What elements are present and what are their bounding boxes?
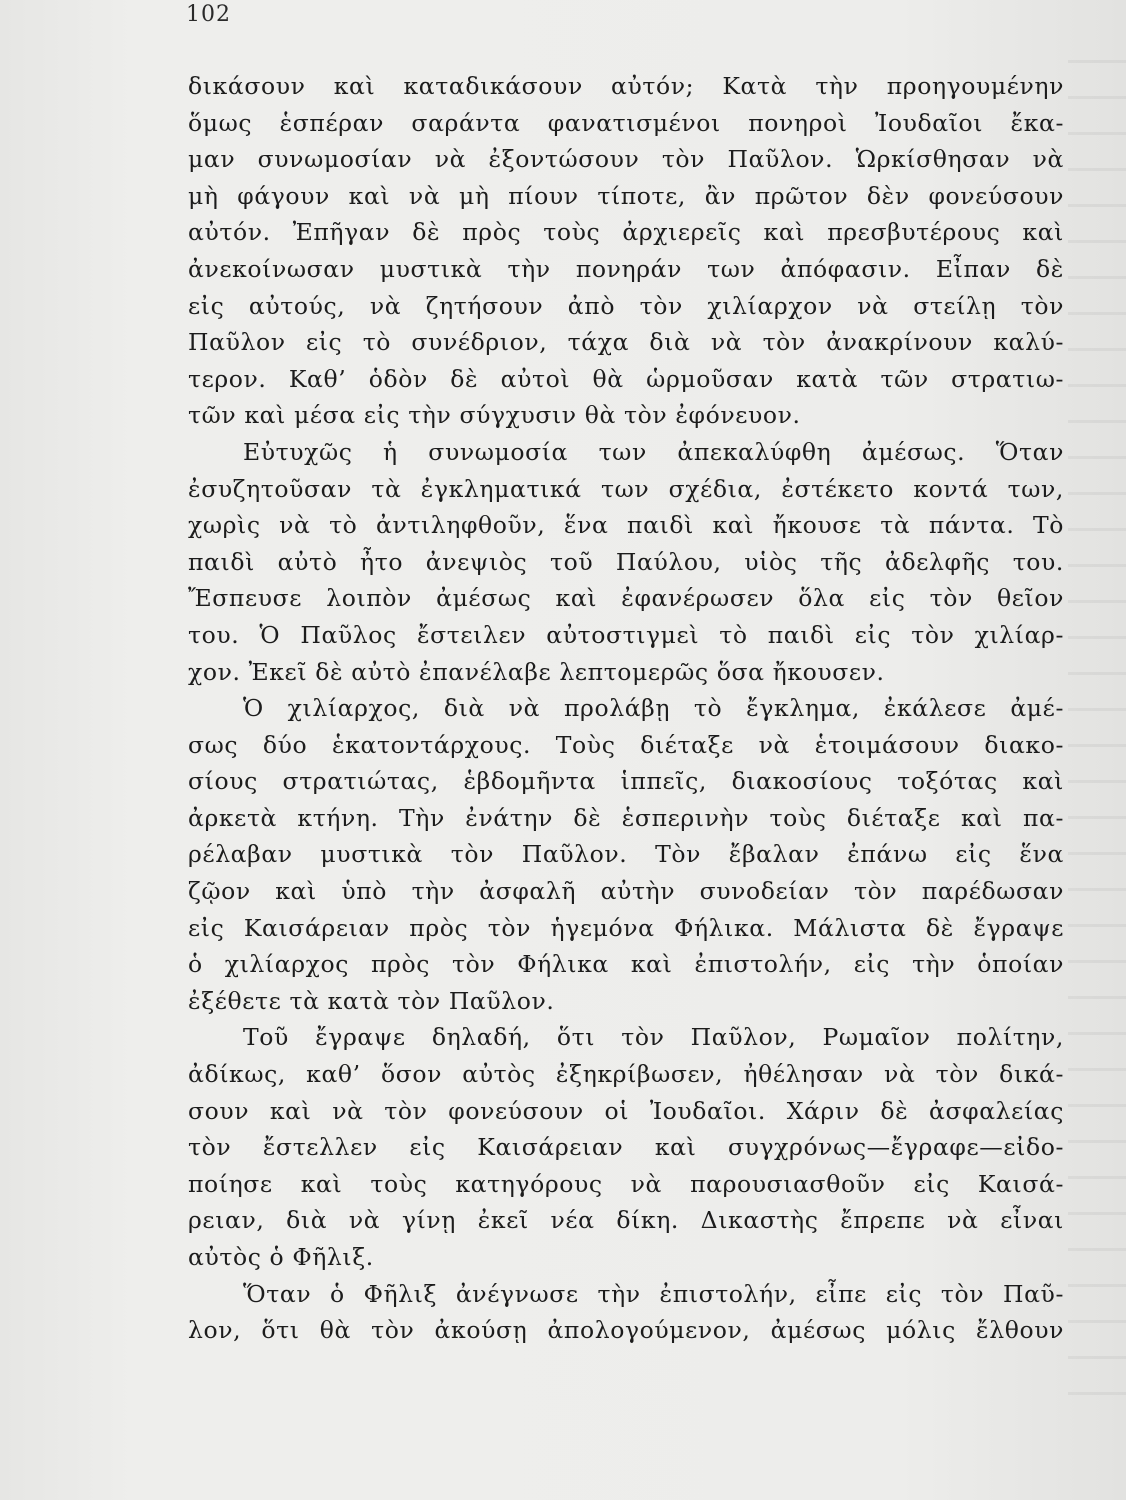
text-line: ὅμως ἑσπέραν σαράντα φανατισμένοι πονηροὶ Ἰουδαῖοι ἔκα- xyxy=(188,108,1064,137)
text-line: λον, ὅτι θὰ τὸν ἀκούσῃ ἀπολογούμενον, ἀμέσως μόλις ἔλθουν xyxy=(188,1316,1064,1345)
body-text xyxy=(188,68,1064,1349)
paragraph-first-line: Ὅταν ὁ Φῆλιξ ἀνέγνωσε τὴν ἐπιστολήν, εἶπε εἰς τὸν Παῦ- xyxy=(243,1279,1064,1308)
text-line: ζῷον καὶ ὑπὸ τὴν ἀσφαλῆ αὐτὴν συνοδείαν τὸν παρέδωσαν xyxy=(188,877,1064,906)
text-line: εἰς αὐτούς, νὰ ζητήσουν ἀπὸ τὸν χιλίαρχον νὰ στείλῃ τὸν xyxy=(188,291,1064,320)
text-line: μὴ φάγουν καὶ νὰ μὴ πίουν τίποτε, ἂν πρῶτον δὲν φονεύσουν xyxy=(188,181,1064,210)
text-line: ὁ χιλίαρχος πρὸς τὸν Φήλικα καὶ ἐπιστολήν, εἰς τὴν ὁποίαν xyxy=(188,950,1064,979)
paragraph-first-line: Εὐτυχῶς ἡ συνωμοσία των ἀπεκαλύφθη ἀμέσως. Ὅταν xyxy=(243,437,1064,466)
text-line: ἀρκετὰ κτήνη. Τὴν ἐνάτην δὲ ἑσπερινὴν τοὺς διέταξε καὶ πα- xyxy=(188,803,1064,832)
text-line: χωρὶς νὰ τὸ ἀντιληφθοῦν, ἕνα παιδὶ καὶ ἤκουσε τὰ πάντα. Τὸ xyxy=(188,511,1064,540)
text-line: τὸν ἔστελλεν εἰς Καισάρειαν καὶ συγχρόνως—ἔγραφε—εἰδο- xyxy=(188,1133,1064,1162)
paragraph-last-line: χον. Ἐκεῖ δὲ αὐτὸ ἐπανέλαβε λεπτομερῶς ὅσα ἤκουσεν. xyxy=(188,657,885,686)
text-line: ποίησε καὶ τοὺς κατηγόρους νὰ παρουσιασθοῦν εἰς Καισά- xyxy=(188,1169,1064,1198)
paragraph-last-line: αὐτὸς ὁ Φῆλιξ. xyxy=(188,1243,374,1271)
text-line: τερον. Καθ’ ὁδὸν δὲ αὐτοὶ θὰ ὡρμοῦσαν κατὰ τῶν στρατιω- xyxy=(188,364,1064,393)
text-line: σίους στρατιώτας, ἑβδομῆντα ἱππεῖς, διακοσίους τοξότας καὶ xyxy=(188,767,1064,796)
text-line: Ἔσπευσε λοιπὸν ἀμέσως καὶ ἐφανέρωσεν ὅλα εἰς τὸν θεῖον xyxy=(188,584,1064,613)
text-line: του. Ὁ Παῦλος ἔστειλεν αὐτοστιγμεὶ τὸ παιδὶ εἰς τὸν χιλίαρ- xyxy=(188,620,1064,649)
paragraph-first-line: Τοῦ ἔγραψε δηλαδή, ὅτι τὸν Παῦλον, Ρωμαῖον πολίτην, xyxy=(243,1023,1064,1052)
text-line: σουν καὶ νὰ τὸν φονεύσουν οἱ Ἰουδαῖοι. Χάριν δὲ ἀσφαλείας xyxy=(188,1096,1064,1125)
text-line: ἐσυζητοῦσαν τὰ ἐγκληματικά των σχέδια, ἐστέκετο κοντά των, xyxy=(188,474,1064,503)
paragraph-last-line: τῶν καὶ μέσα εἰς τὴν σύγχυσιν θὰ τὸν ἐφόνευον. xyxy=(188,401,801,430)
page-number: 102 xyxy=(186,2,231,27)
text-line: μαν συνωμοσίαν νὰ ἐξοντώσουν τὸν Παῦλον. Ὡρκίσθησαν νὰ xyxy=(188,145,1064,174)
paragraph-first-line: Ὁ χιλίαρχος, διὰ νὰ προλάβῃ τὸ ἔγκλημα, ἐκάλεσε ἀμέ- xyxy=(243,694,1064,723)
paragraph-last-line: ἐξέθετε τὰ κατὰ τὸν Παῦλον. xyxy=(188,986,555,1015)
text-line: ρέλαβαν μυστικὰ τὸν Παῦλον. Τὸν ἔβαλαν ἐπάνω εἰς ἕνα xyxy=(188,840,1064,869)
text-line: παιδὶ αὐτὸ ἦτο ἀνεψιὸς τοῦ Παύλου, υἱὸς τῆς ἀδελφῆς του. xyxy=(188,547,1064,576)
text-line: ρειαν, διὰ νὰ γίνῃ ἐκεῖ νέα δίκη. Δικαστὴς ἔπρεπε νὰ εἶναι xyxy=(188,1206,1064,1235)
text-line: Παῦλον εἰς τὸ συνέδριον, τάχα διὰ νὰ τὸν ἀνακρίνουν καλύ- xyxy=(188,328,1064,357)
text-line: ἀδίκως, καθ’ ὅσον αὐτὸς ἐξηκρίβωσεν, ἠθέλησαν νὰ τὸν δικά- xyxy=(188,1060,1064,1089)
text-line: ἀνεκοίνωσαν μυστικὰ τὴν πονηράν των ἀπόφασιν. Εἶπαν δὲ xyxy=(188,254,1064,283)
text-line: αὐτόν. Ἐπῆγαν δὲ πρὸς τοὺς ἀρχιερεῖς καὶ πρεσβυτέρους καὶ xyxy=(188,218,1064,247)
facing-page-bleed-through xyxy=(1068,60,1126,1400)
text-line: δικάσουν καὶ καταδικάσουν αὐτόν; Κατὰ τὴν προηγουμένην xyxy=(188,72,1064,100)
text-line: σως δύο ἑκατοντάρχους. Τοὺς διέταξε νὰ ἑτοιμάσουν διακο- xyxy=(188,730,1064,759)
text-line: εἰς Καισάρειαν πρὸς τὸν ἡγεμόνα Φήλικα. Μάλιστα δὲ ἔγραψε xyxy=(188,913,1064,942)
